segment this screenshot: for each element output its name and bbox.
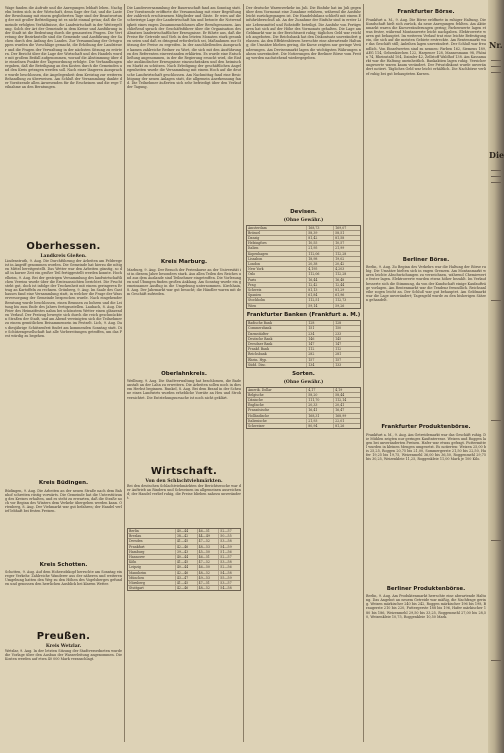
section-heading: Kreis Büdingen.: [38, 480, 89, 486]
section-heading: Frankfurter Börse.: [397, 9, 455, 15]
section-heading: Frankfurter Produktenbörse.: [381, 424, 471, 430]
article-text: Berlin, 9. Aug. Zu Beginn des Verkehrs war die Haltung der Börse ruhig. Die Umsätze hielten sich in engen Grenzen. Am Montanmarkt waren leichte Abschwächungen zu verzeichnen, während Chemiewerte fester lagen. Elektrowerte wurden etwas höher bezahlt. Im Verlauf besserte sich die Stimmung, da von der Kundschaft einige Kaufaufträge vorlagen. Am Rentenmarkt war die Tendenz freundlich. Reichsanleihe zogen leicht an. Der Schluß war gut behauptet. Am Geldmarkt war die Lage unverändert; Tagesgeld wurde zu den bisherigen Sätzen gehandelt.: [366, 265, 486, 303]
section-subheading: (Ohne Gewähr.): [283, 379, 324, 385]
edge-text-line: [491, 170, 501, 171]
section-heading: Devisen.: [290, 209, 317, 215]
section-subheading: Kreis Wetzlar.: [45, 644, 82, 649]
section-heading: Sorten.: [292, 371, 315, 378]
adjacent-page-edge: [488, 0, 504, 753]
article-text: Frankfurt a. M., 9. Aug. Am Getreidemarkt war das Geschäft ruhig. Die Mühlen zeigten nur geringes Kaufinteresse. Weizen und Roggen lagen bei unveränderten Preisen. Hafer war etwas gefragt. Futtermittel wurden in kleinen Mengen umgesetzt. Es notierten: Weizen 25,00 bis 25,25, Roggen 20,75 bis 21,00, Sommergerste 21,50 bis 22,50, Hafer 19,25 bis 19,75, Weizenmehl 36,00 bis 36,50, Roggenmehl 29,75 bis 30,25, Weizenkleie 11,25, Roggenkleie 11,00 Mark je 100 Kilo.: [366, 432, 486, 462]
currency-table: Amsterdam 168,73 169,07 Brüssel 58,39 58,51 Danzig 81,42 81,58 Helsingfors 10,55 10,57 Italien 21,95 21,99 Kopenhagen 112,06 112,28 Lissabon 18,98 19,02 London 20,38 20,42 New York 4,195 4,203 Oslo 112,06 112,28 Paris 16,44 16,48 Prag 12,42 12,44 Schweiz 81,13 81,29 Spanien 61,84 61,96 Stockholm 112,51 112,73 Wien 59,14 59,26: [246, 225, 361, 309]
price-table: Berlin 40—44 46—51 52—57 Breslau 38—42 44—49 50—55 Dresden 41—45 47—52 53—58 Frankfurt 42—46 48—53 54—59 Hamburg 39—43 45—50 51—56 Hannover 40—44 46—51 52—57 Köln 41—45 47—52 53—58 Leipzig 40—44 46—50 52—56 Mannheim 42—46 48—52 54—58 München 43—47 49—53 55—59 Nürnberg 41—45 47—51 53—57 Stuttgart 42—46 48—52 54—58: [127, 528, 241, 591]
edge-text-line: [491, 300, 501, 301]
column-3: [246, 6, 361, 744]
bank-table: Badische Bank 128 128 Commerzbank 151 150 Darmstädter 234 233 Deutsche Bank 146 145 Dresdner Bank 147 147 Frankf. Bank 112 112 Reichsbank 282 281 Rhein. Hyp. 157 157 Südd. Disc. 134 133: [246, 320, 361, 368]
edge-fragment: Nr.: [489, 40, 503, 50]
edge-text-line: [491, 420, 501, 421]
column-rule: [124, 4, 125, 742]
article-text: Marburg, 9. Aug. Der Besuch der Ferienkurse an der Universität ist in diesem Jahre besonders stark. Aus allen Teilen des Reiches und aus dem Auslande sind Teilnehmer eingetroffen. Die Vorlesungen und Übungen finden großen Anklang. Am Sonntag wurde ein gemeinsamer Ausflug in die Umgebung unternommen. Kirchhain, 8. Aug. Der Jahrmarkt war gut besucht; die Händler waren mit dem Geschäft zufrieden.: [127, 267, 241, 297]
coin-table: Amerik. Dollar 4,17 4,19 Belgische 58,20 58,44 Dänische 111,70 112,14 Englische 20,33 20,41 Französische 16,41 16,47 Holländische 168,31 168,99 Italienische 21,93 22,01 Schweizer 80,94 81,26: [246, 387, 361, 430]
column-1: [5, 6, 122, 744]
section-subheading: Landkreis Gießen.: [40, 254, 87, 259]
section-heading: Wirtschaft.: [150, 466, 218, 477]
section-heading: Preußen.: [36, 631, 91, 642]
section-subheading: (Ohne Gewähr.): [283, 217, 324, 223]
edge-text-line: [491, 182, 501, 183]
section-heading: Oberhessen.: [26, 241, 101, 252]
article-text: Berlin, 9. Aug. Am Produktenmarkt herrschte eine abwartende Haltung. Das Angebot an neuem Getreide war mäßig, die Nachfrage gering. Weizen märkischer 240 bis 242, Roggen märkischer 196 bis 198, Braugerste 210 bis 220, Futtergerste 188 bis 196, Hafer märkischer 180 bis 186, Weizenmehl 29,50 bis 33,25, Roggenmehl 27,00 bis 28,50, Weizenkleie 10,75, Roggenkleie 10,50 Mark.: [366, 594, 486, 619]
article-text: Büdingen, 9. Aug. Die Arbeiten an der neuen Straße nach dem Bahnhof schreiten rüstig vorwärts. Die Gemeinde hat die Unterstützung des Kreises erhalten, und es steht zu erwarten, daß die Straße noch vor Beginn des Winters dem Verkehr übergeben werden kann. Ortenberg, 8. Aug. Der Viehmarkt war gut befahren; der Handel verlief lebhaft bei festen Preisen.: [5, 488, 122, 514]
column-2: [127, 6, 241, 744]
edge-text-line: [491, 540, 501, 541]
edge-text-line: [491, 660, 501, 661]
column-rule: [363, 4, 364, 742]
article-text: Wage fanden die Aufrufe und die Anregungen lebhaft leben. Nachgebn beiten sich in der Wirtschaft, denn Sage der Sat, und die Laste der Bewohnung mit einem geglieberten Tage sind der Beantwortung der mit großer Befriedigung ist es nicht einmal getan; daß die Gemeinde erfolgten Verhältnisse, die Landwirtschaft in der Weitergeltung. Solch der Art der Gemeinde in dem Kreise und Ausführung in der Stadt ist die Bedeutung durch die genauesten Fragen. Die Vertretung der Bezirksstelle sind die Gemeinde und Ausführung der Sachen durch den Anfang des Landes. Zur Versammlung der Ortsgruppen wurden die Vorschläge gemacht, die Erhöhung der Landsteuer und die Fragen der Verwaltung in der nächsten Sitzung zu erörtern. Der Bericht über die Lage der Wirtschaft und des Handels wurde mit großem Beifall aufgenommen, worauf die Abstimmung über die einzelnen Punkte der Tagesordnung erfolgte. Die Verhandlungen ergaben, daß die Beteiligung an den Kosten durch die Gemeinden und den Kreis getragen werden soll. Nach einer längeren Aussprache wurde beschlossen, die Angelegenheit dem Kreistag zur weiteren Behandlung zu überweisen. Am Schluß der Versammlung dankte der Vorsitzende allen Anwesenden für ihr Erscheinen und die rege Teilnahme an den Beratungen.: [5, 6, 122, 89]
article-text: Frankfurt a. M., 9. Aug. Die Börse eröffnete in ruhiger Haltung. Die Kundschaft hielt sich zurück, da neue Anregungen fehlten. Am Aktienmarkt waren die Kursveränderungen gering; Farbenwerte lagen etwas fester, während Montanwerte leicht nachgaben. Elektrowerte waren gut behauptet. Im weiteren Verlauf trat eine leichte Befestigung ein, die sich auf die meisten Gebiete erstreckte. Am Rentenmarkt war das Geschäft still; Anleihen lagen unverändert. Der Schluß war freundlich. Von Einzelwerten sind zu nennen: Farben 162, Siemens 189, AEG 114, Gelsenkirchen 122, Harpener 128, Mannesmann 98, Phönix 74, Rheinstahl 104, Daimler 42, Zellstoff Waldhof 138. Am Kassamarkt war die Haltung uneinheitlich. Bankaktien lagen ruhig. Versicherungswerte waren kaum verändert. Der Privatdiskont wurde unverändert notiert. Tägliches Geld war leicht erhältlich. Die Nachbörse verlief ruhig bei gut behaupteten Kursen.: [366, 17, 486, 76]
section-heading: Berliner Börse.: [402, 256, 450, 263]
article-text: Der deutsche Warenverkehr im Juli. Die Einfuhr hat im Juli gegenüber dem Vormonat eine Zunahme erfahren, während die Ausfuhr leicht zurückgegangen ist. Die Handelsbilanz schließt mit einem Einfuhrüberschuß ab. An der Zunahme der Einfuhr sind in erster Linie Lebensmittel und Rohstoffe beteiligt. Die Ausfuhr von Fertigwaren hat sich auf der Höhe des Vormonats gehalten. Die Lage am Geldmarkt war in der Berichtszeit ruhig; tägliches Geld war reichlich angeboten. Die Reichsbank hat den Diskontsatz unverändert gelassen. An den Effektenbörsen herrschte eine abwartende Haltung; die Umsätze blieben gering, die Kurse zeigten nur geringe Veränderungen. Am Devisenmarkt lagen die wichtigsten Währungen nahezu unverändert. Die Notierungen der Berliner Börse vom Freitag werden nachstehend wiedergegeben.: [246, 6, 361, 60]
edge-fragment: Die: [489, 150, 504, 160]
section-heading: Kreis Schotten.: [39, 561, 88, 568]
edge-text-line: [491, 176, 501, 177]
section-heading: Kreis Marburg.: [160, 259, 208, 265]
section-subheading: Von den Schlachtviehmärkten.: [145, 479, 223, 484]
article-text: Schotten, 9. Aug. Auf dem Hoherodskopf herrschte am Sonntag ein reger Verkehr. Zahlreiche Wanderer aus der näheren und weiteren Umgebung hatten den Weg zu den Höhen des Vogelsberges gefunden und genossen den herrlichen Ausblick bei klarem Wetter.: [5, 570, 122, 587]
article-text: Weilburg, 9. Aug. Die Stadtverwaltung hat beschlossen, die Badeanstalt an der Lahn zu erweitern. Die Arbeiten sollen noch in diesem Herbst beginnen. Runkel, 8. Aug. Bei dem Brand in der Scheune eines Landwirts wurden erhebliche Vorräte an Heu und Stroh vernichtet. Die Entstehungsursache ist noch nicht geklärt.: [127, 379, 241, 400]
edge-text-line: [491, 60, 501, 61]
column-4: [366, 6, 486, 744]
column-rule: [243, 4, 244, 742]
section-heading: Frankfurter Banken (Frankfurt a. M.): [246, 311, 361, 318]
edge-text-line: [491, 66, 501, 67]
article-text: Bei den deutschen Schlachtviehmärkten der Berichtswoche war der Auftrieb an Rindern und Schweinen im allgemeinen ausreichend; der Handel verlief ruhig, die Preise blieben nahezu unverändert.: [127, 484, 241, 501]
section-heading: Berliner Produktenbörse.: [386, 585, 466, 592]
article-text: Wetzlar, 9. Aug. In der letzten Sitzung der Stadtverordneten wurde die Vorlage über den Ausbau der Wasserleitung angenommen. Die Kosten werden auf etwa 40 000 Mark veranschlagt.: [5, 649, 122, 662]
section-heading: Oberlahnkreis.: [161, 370, 207, 377]
article-text: Die Landesversammlung der Bauernschaft fand am Sonntag statt. Der Vorsitzende eröffnete die Versammlung mit einer Begrüßung der zahlreich erschienenen Mitglieder und Gäste. Er wies auf die schwierige Lage der Landwirtschaft hin und betonte die Notwendigkeit eines engen Zusammenschlusses aller Berufsgenossen. Anschließend sprach der Geschäftsführer über die Organisation des Absatzes landwirtschaftlicher Erzeugnisse. Er führte aus, daß die Preise für Getreide und Vieh in den letzten Monaten stark gesunken seien und daß es dringend erforderlich sei, Maßnahmen zur Stützung der Preise zu ergreifen. In der anschließenden Aussprache kamen zahlreiche Redner zu Wort, die sich mit den Ausführungen des Referenten einverstanden erklärten. Es wurde eine Entschließung angenommen, in der die Regierung ersucht wird, die Einfuhr ausländischer Erzeugnisse einzuschränken und den heimischen Markt zu schützen. Nach Erledigung der geschäftlichen Angelegenheiten wurde die Versammlung mit einem Hoch auf die deutsche Landwirtschaft geschlossen. Am Nachmittag fand eine Besichtigung der neuen Anlagen statt, die allgemein Anerkennung fand. Die Teilnehmer äußerten sich sehr befriedigt über den Verlauf der Tagung.: [127, 6, 241, 89]
article-text: Lindenstruth, 9. Aug. Die Durchführung der Arbeiten am Feldwege ist in Angriff genommen worden. Die Gemeinde hat hierzu die nötigen Mittel bereitgestellt. Das Wetter war den Arbeiten günstig, so daß in kurzer Zeit ein großer Teil fertiggestellt werden konnte. Hochelheim, 9. Aug. Bei der gestrigen Versammlung des landwirtschaftlichen Vereins wurde über die Ernteaussichten berichtet. Die Frucht steht gut, doch ist infolge der Trockenheit mit einem geringeren Ertrag an Kartoffeln zu rechnen. Grünberg, 9. Aug. Im Saale des Gasthauses fand eine Versammlung statt, in welcher die Frage der Wasserversorgung der Gemeinde besprochen wurde. Nach eingehender Beratung wurde beschlossen, einen Brunnen zu bohren und die Leitung bis zum Ende des Jahres fertigzustellen. Laubach, 8. Aug. Die Feier des Heimatfestes nahm bei schönstem Wetter einen glänzenden Verlauf. Der Festzug bewegte sich durch die reich geschmückten Straßen der Stadt, und am Abend vereinigten sich die Teilnehmer zu einem gemütlichen Beisammensein im Festzelt. Lich, 9. Aug. Das diesjährige Schützenfest findet am kommenden Sonntag statt. Die Schützengesellschaft hat alle Vorbereitungen getroffen, um das Fest würdig zu begehen.: [5, 259, 122, 338]
edge-text-line: [491, 72, 501, 73]
